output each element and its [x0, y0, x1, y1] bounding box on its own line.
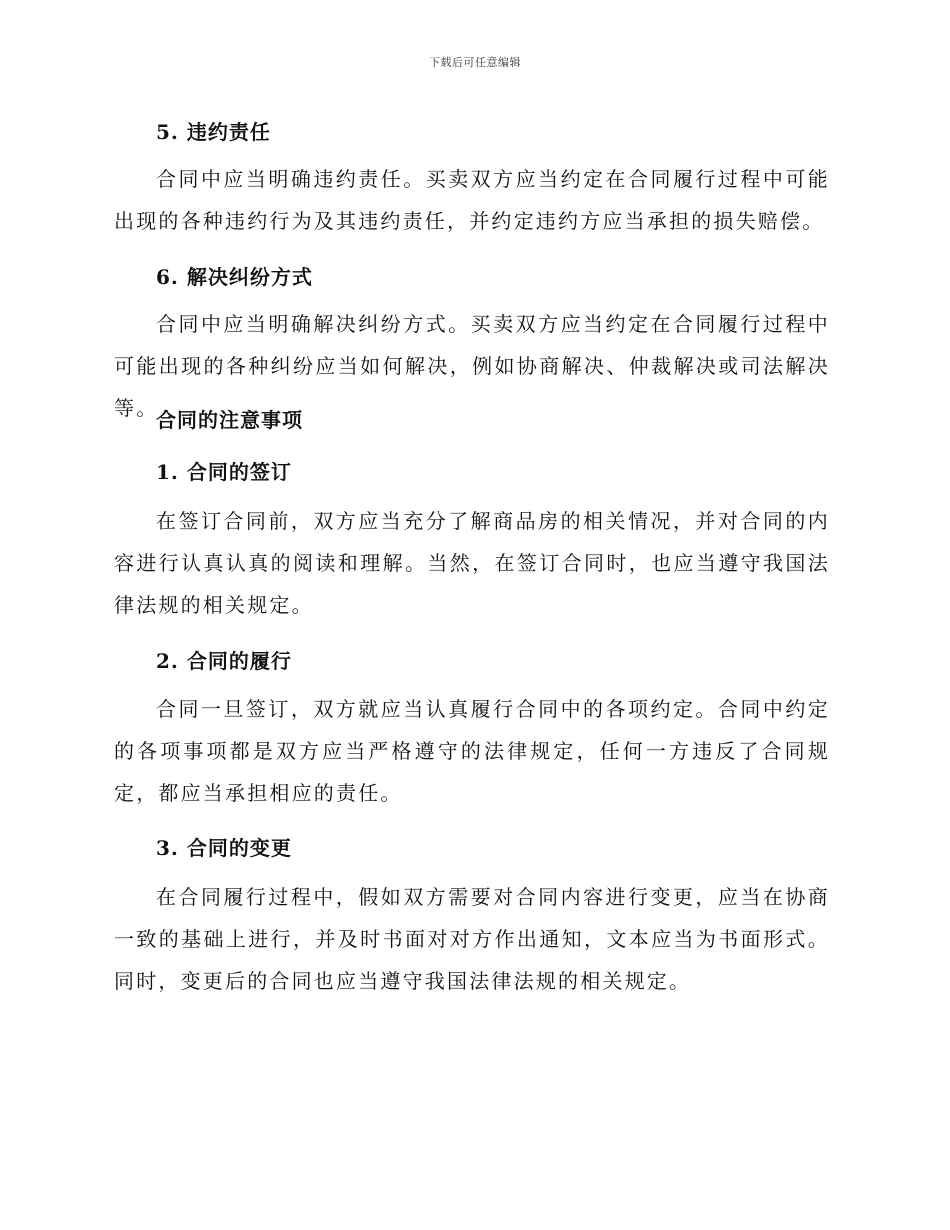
paragraph-modification: 在合同履行过程中，假如双方需要对合同内容进行变更，应当在协商一致的基础上进行，并及时书面对对方作出通知，文本应当为书面形式。同时，变更后的合同也应当遵守我国法律法规的相关规定。: [114, 885, 830, 993]
paragraph-dispute-resolution: 合同中应当明确解决纠纷方式。买卖双方应当约定在合同履行过程中可能出现的各种纠纷应当如何解决，例如协商解决、仲裁解决或司法解决等。: [114, 312, 830, 420]
page-header: 下载后可任意编辑: [429, 56, 521, 69]
section-heading-signing: 1. 合同的签订: [156, 460, 292, 484]
section-heading-performance: 2. 合同的履行: [156, 649, 292, 673]
section-heading-contract-notes: 合同的注意事项: [156, 408, 303, 432]
section-heading-breach-liability: 5. 违约责任: [156, 120, 271, 144]
paragraph-performance: 合同一旦签订，双方就应当认真履行合同中的各项约定。合同中约定的各项事项都是双方应当严格遵守的法律规定，任何一方违反了合同规定，都应当承担相应的责任。: [114, 697, 830, 805]
paragraph-signing: 在签订合同前，双方应当充分了解商品房的相关情况，并对合同的内容进行认真认真的阅读和理解。当然，在签订合同时，也应当遵守我国法律法规的相关规定。: [114, 509, 830, 617]
paragraph-breach-liability: 合同中应当明确违约责任。买卖双方应当约定在合同履行过程中可能出现的各种违约行为及其违约责任，并约定违约方应当承担的损失赔偿。: [114, 167, 830, 233]
section-heading-dispute-resolution: 6. 解决纠纷方式: [156, 265, 313, 289]
section-heading-modification: 3. 合同的变更: [156, 836, 292, 860]
